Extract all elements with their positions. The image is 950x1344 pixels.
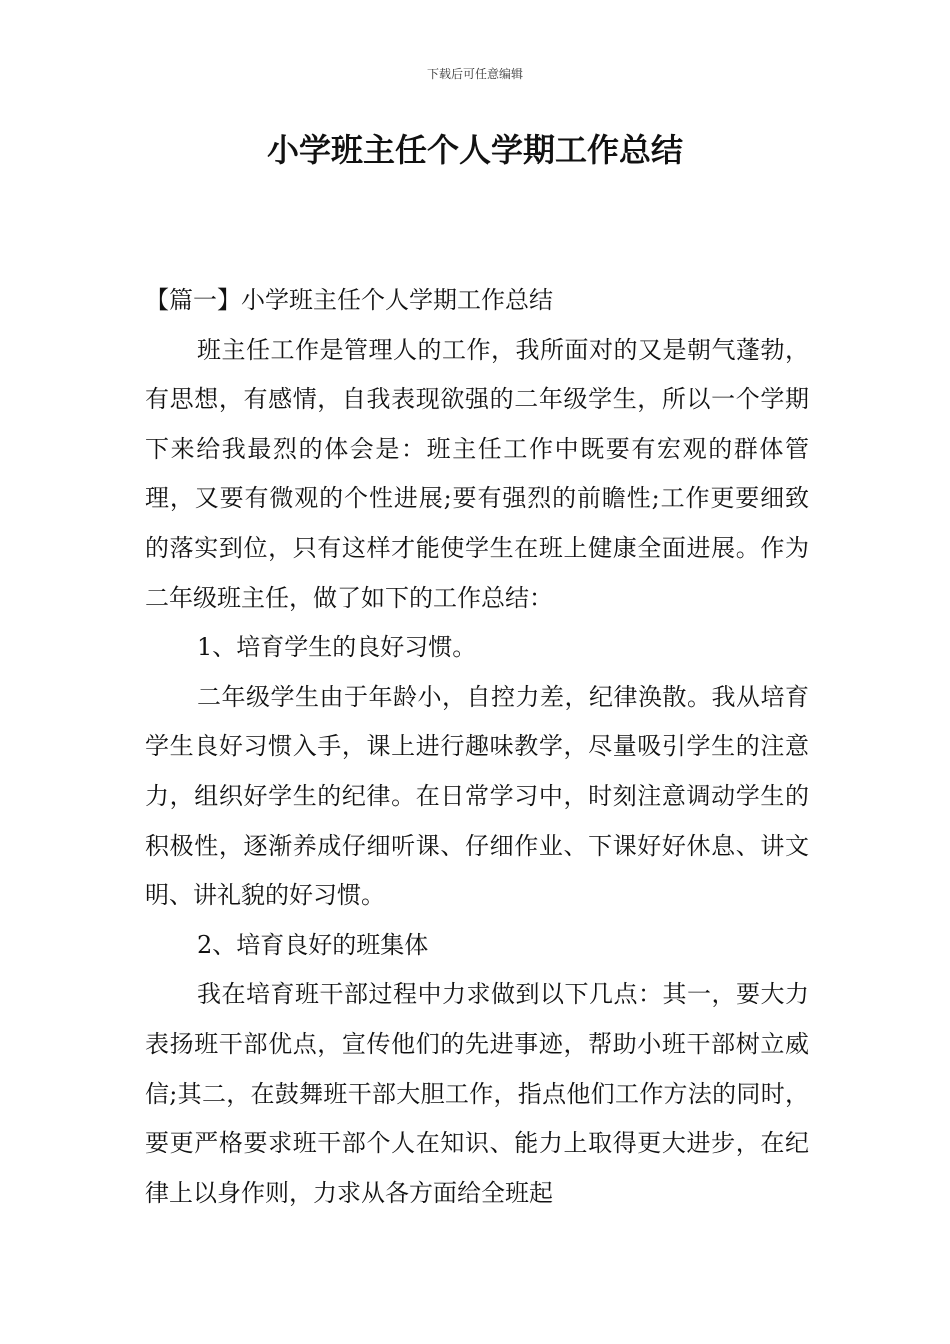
paragraph-intro: 班主任工作是管理人的工作，我所面对的又是朝气蓬勃，有思想，有感情，自我表现欲强的二年级学生，所以一个学期下来给我最烈的体会是：班主任工作中既要有宏观的群体管理，又要有微观的个性进展;要有强烈的前瞻性;工作更要细致的落实到位，只有这样才能使学生在班上健康全面进展。作为二年级班主任，做了如下的工作总结： <box>145 335 809 612</box>
document-title: 小学班主任个人学期工作总结 <box>266 131 683 169</box>
list-item-heading-1: 1、培育学生的良好习惯。 <box>197 633 477 662</box>
paragraph-class-cadre: 我在培育班干部过程中力求做到以下几点：其一，要大力表扬班干部优点，宣传他们的先进事迹，帮助小班干部树立威信;其二，在鼓舞班干部大胆工作，指点他们工作方法的同时，要更严格要求班干部个人在知识、能力上取得更大进步，在纪律上以身作则，力求从各方面给全班起 <box>145 980 809 1207</box>
header-note: 下载后可任意编辑 <box>426 67 523 81</box>
document-body <box>145 276 809 1218</box>
list-item-heading-2: 2、培育良好的班集体 <box>197 930 429 959</box>
section-heading: 【篇一】小学班主任个人学期工作总结 <box>145 286 553 314</box>
paragraph-habits: 二年级学生由于年龄小，自控力差，纪律涣散。我从培育学生良好习惯入手，课上进行趣味教学，尽量吸引学生的注意力，组织好学生的纪律。在日常学习中，时刻注意调动学生的积极性，逐渐养成仔细听课、仔细作业、下课好好休息、讲文明、讲礼貌的好习惯。 <box>145 682 809 910</box>
